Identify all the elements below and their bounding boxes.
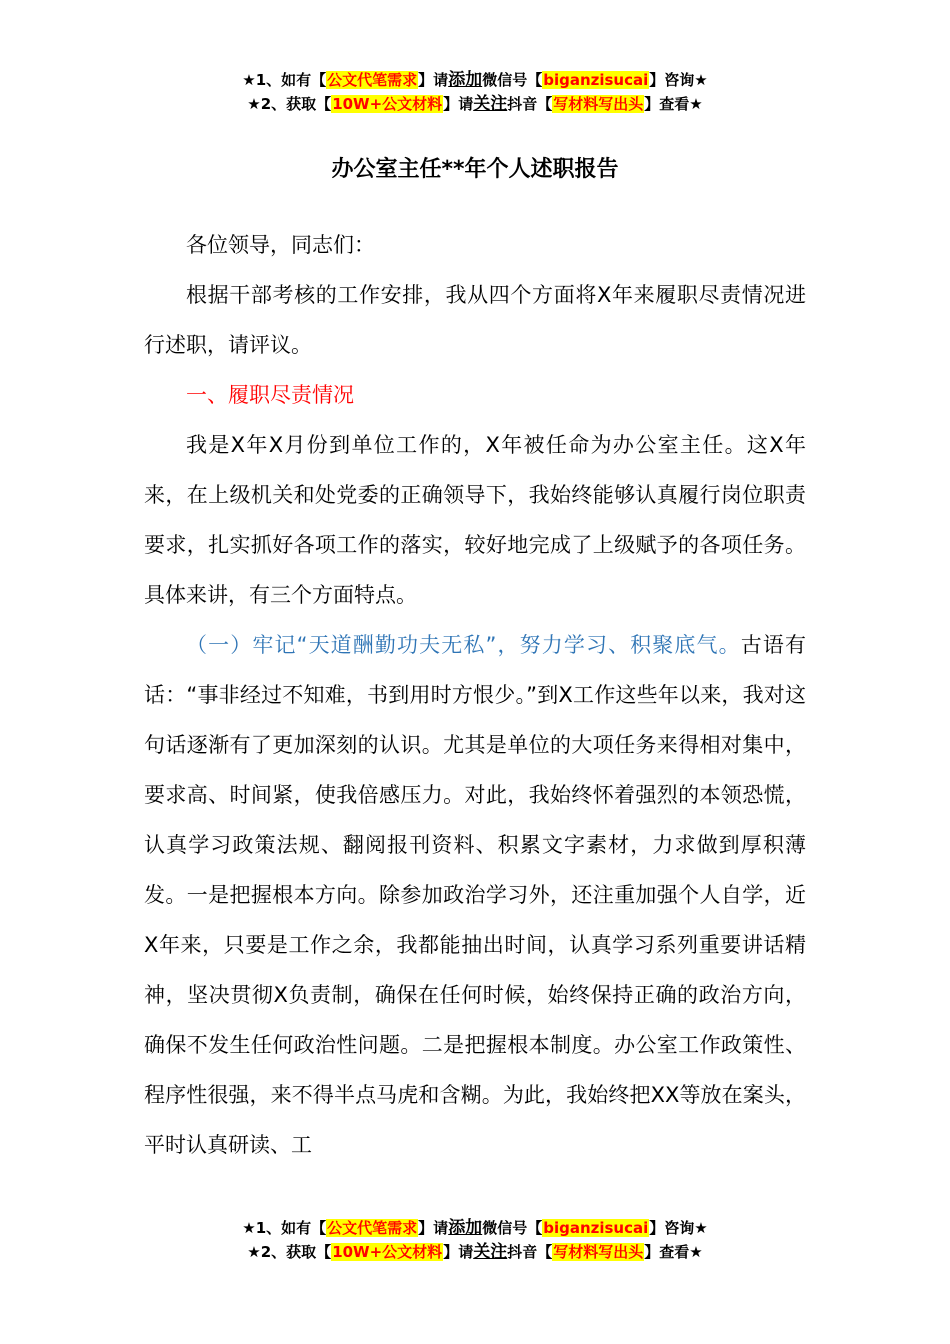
banner-text: ★2、获取【 [247, 95, 332, 113]
banner-emphasis: 添加 [448, 70, 483, 90]
banner-highlight: 公文代笔需求 [327, 1219, 418, 1237]
banner-highlight: 写材料写出头 [553, 95, 644, 113]
banner-text: 】咨询★ [649, 1219, 708, 1237]
banner-text: ★1、如有【 [242, 71, 327, 89]
subsection-heading: （一）牢记“天道酬勤功夫无私”，努力学习、积聚底气。 [186, 633, 741, 657]
footer-banner [0, 1216, 950, 1264]
document-body [144, 220, 806, 1170]
banner-highlight: biganzisucai [543, 1219, 649, 1237]
banner-line-1 [0, 1216, 950, 1240]
banner-emphasis: 关注 [473, 1242, 508, 1262]
banner-text: 】查看★ [644, 1243, 703, 1261]
banner-highlight: 10W+公文材料 [332, 1243, 443, 1261]
banner-text: 微信号【 [482, 1219, 543, 1237]
banner-text: 】请 [418, 1219, 449, 1237]
salutation: 各位领导，同志们： [186, 233, 375, 257]
banner-line-1 [0, 68, 950, 92]
banner-text: 】请 [443, 95, 474, 113]
banner-text: ★1、如有【 [242, 1219, 327, 1237]
section-heading: 一、履职尽责情况 [186, 383, 354, 407]
banner-text: ★2、获取【 [247, 1243, 332, 1261]
banner-emphasis: 关注 [473, 94, 508, 114]
body-paragraph: 我是X年X月份到单位工作的，X年被任命为办公室主任。这X年来，在上级机关和处党委的正确领导下，我始终能够认真履行岗位职责要求，扎实抓好各项工作的落实，较好地完成了上级赋予的各项任务。具体来讲，有三个方面特点。 [144, 433, 806, 607]
banner-text: 】咨询★ [649, 71, 708, 89]
banner-text: 】查看★ [644, 95, 703, 113]
subsection-paragraph [144, 620, 806, 1170]
banner-highlight: 10W+公文材料 [332, 95, 443, 113]
header-banner [0, 68, 950, 116]
banner-highlight: 公文代笔需求 [327, 71, 418, 89]
banner-text: 微信号【 [482, 71, 543, 89]
banner-line-2 [0, 92, 950, 116]
banner-highlight: biganzisucai [543, 71, 649, 89]
banner-text: 】请 [443, 1243, 474, 1261]
banner-text: 抖音【 [507, 1243, 553, 1261]
document-title: 办公室主任**年个人述职报告 [331, 157, 619, 182]
banner-line-2 [0, 1240, 950, 1264]
banner-text: 抖音【 [507, 95, 553, 113]
intro-paragraph: 根据干部考核的工作安排，我从四个方面将X年来履职尽责情况进行述职，请评议。 [144, 283, 806, 357]
banner-highlight: 写材料写出头 [553, 1243, 644, 1261]
banner-emphasis: 添加 [448, 1218, 483, 1238]
subsection-body: 古语有话：“事非经过不知难，书到用时方恨少。”到X工作这些年以来，我对这句话逐渐有了更加深刻的认识。尤其是单位的大项任务来得相对集中，要求高、时间紧，使我倍感压力。对此，我始终怀着强烈的本领恐慌，认真学习政策法规、翻阅报刊资料、积累文字素材，力求做到厚积薄发。一是把握根本方向。除参加政治学习外，还注重加强个人自学，近X年来，只要是工作之余，我都能抽出时间，认真学习系列重要讲话精神，坚决贯彻X负责制，确保在任何时候，始终保持正确的政治方向，确保不发生任何政治性问题。二是把握根本制度。办公室工作政策性、程序性很强，来不得半点马虎和含糊。为此，我始终把XX等放在案头，平时认真研读、工 [144, 633, 806, 1157]
banner-text: 】请 [418, 71, 449, 89]
